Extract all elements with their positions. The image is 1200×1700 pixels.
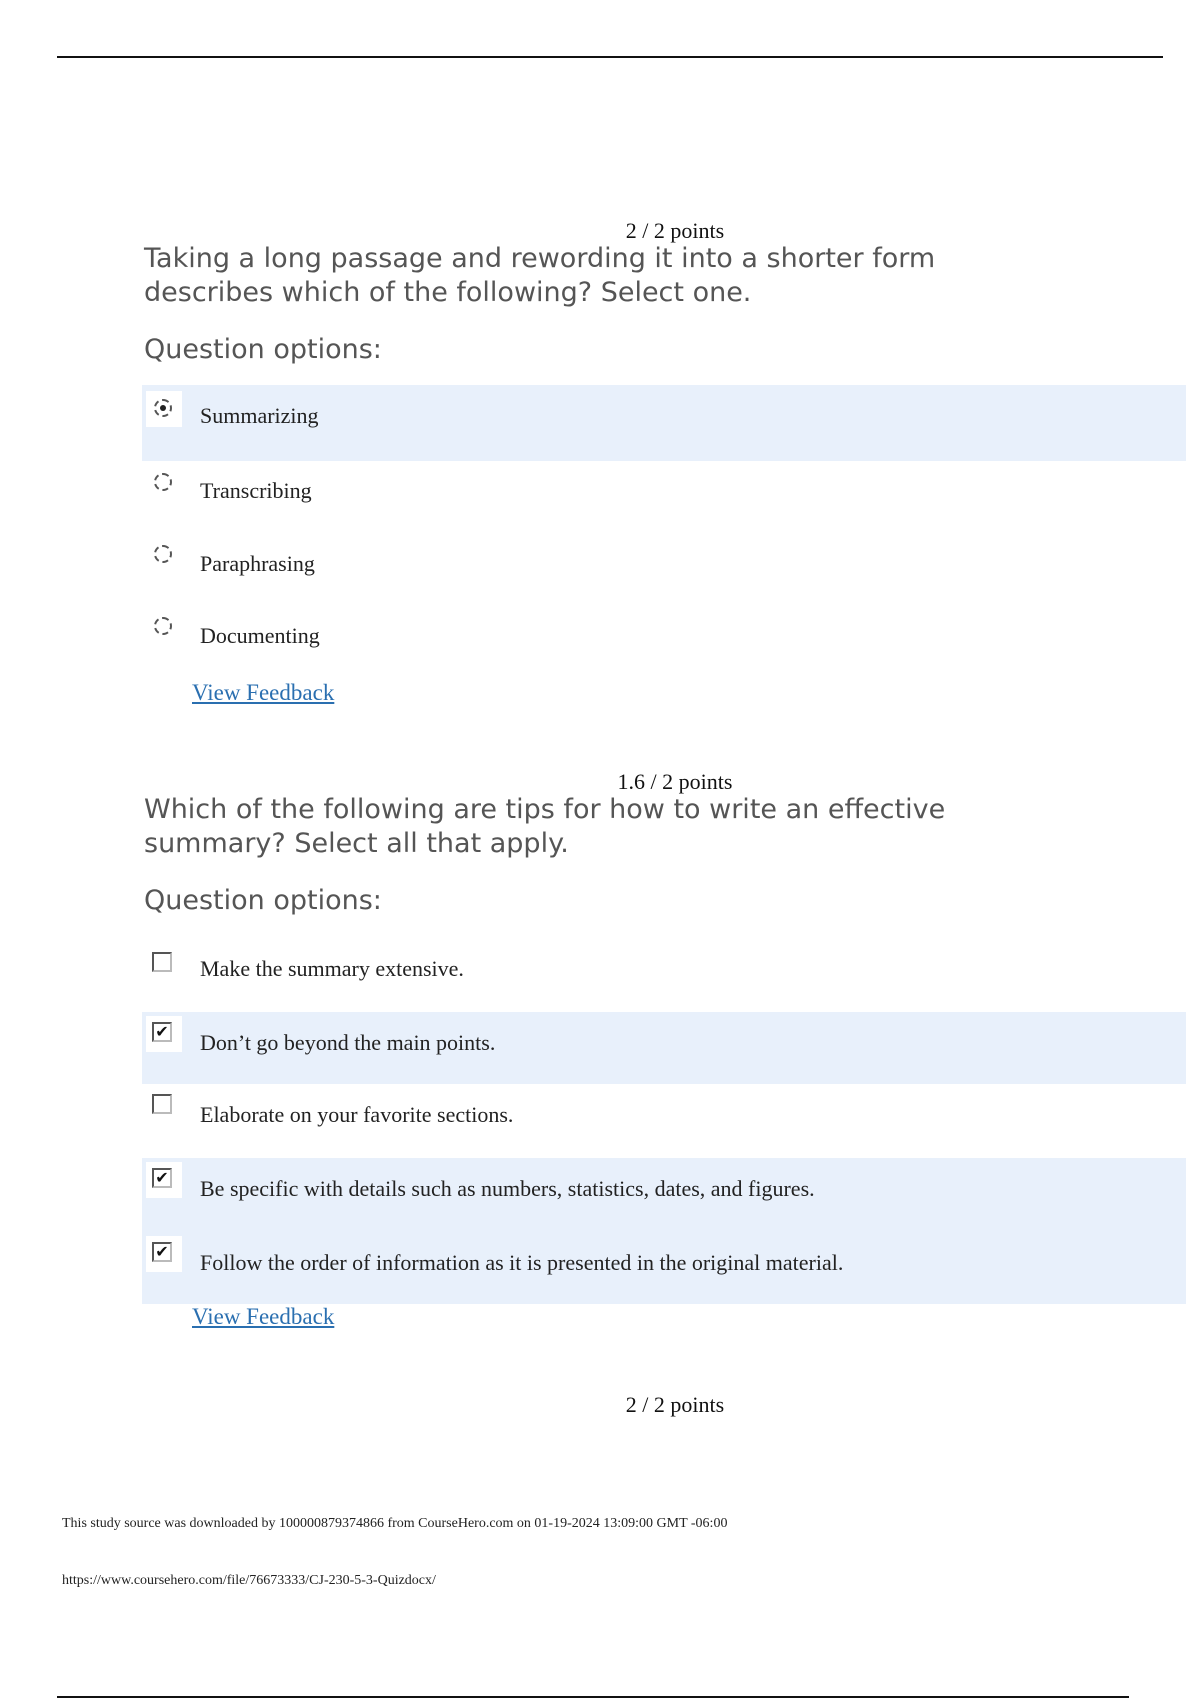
top-rule: [57, 56, 1163, 58]
question-2-points: 1.6 / 2 points: [617, 769, 733, 794]
option-label: Documenting: [200, 623, 320, 648]
question-2-options-label: Question options:: [144, 885, 382, 916]
option-row[interactable]: [142, 533, 1186, 605]
option-label: Paraphrasing: [200, 551, 315, 576]
radio-button[interactable]: [146, 465, 182, 501]
option-row[interactable]: [142, 1084, 1186, 1158]
checkmark-icon: ✔: [152, 1242, 172, 1262]
question-1-options-label: Question options:: [144, 334, 382, 365]
checkbox[interactable]: [146, 1088, 182, 1124]
question-1-text: Taking a long passage and rewording it into a shorter form describes which of the following? Select one.: [144, 243, 936, 308]
checkbox[interactable]: [146, 1016, 182, 1052]
radio-button[interactable]: [146, 537, 182, 573]
option-label: Transcribing: [200, 478, 312, 503]
source-url: https://www.coursehero.com/file/76673333/CJ-230-5-3-Quizdocx/: [62, 1573, 436, 1588]
option-label: Don’t go beyond the main points.: [200, 1030, 496, 1055]
option-row[interactable]: [142, 1232, 1186, 1304]
question-1-points: 2 / 2 points: [625, 218, 725, 243]
checkmark-icon: ✔: [152, 1022, 172, 1042]
option-row[interactable]: [142, 940, 1186, 1012]
question-2-text: Which of the following are tips for how to write an effective summary? Select all that apply.: [144, 794, 946, 859]
option-label: Elaborate on your favorite sections.: [200, 1102, 514, 1127]
option-row[interactable]: [142, 461, 1186, 533]
option-label: Make the summary extensive.: [200, 956, 464, 981]
checkmark-icon: ✔: [152, 1168, 172, 1188]
bottom-rule: [57, 1696, 1129, 1698]
radio-selected-dot-icon: [160, 405, 166, 411]
option-label: Summarizing: [200, 403, 319, 428]
radio-button[interactable]: [146, 609, 182, 645]
option-label: Follow the order of information as it is presented in the original material.: [200, 1250, 844, 1275]
view-feedback-link[interactable]: View Feedback: [192, 680, 335, 705]
option-row[interactable]: [142, 605, 1186, 677]
download-notice: This study source was downloaded by 100000879374866 from CourseHero.com on 01-19-2024 13:09:00 GMT -06:00: [62, 1516, 728, 1531]
option-row[interactable]: [142, 385, 1186, 461]
checkbox[interactable]: [146, 946, 182, 982]
option-row[interactable]: [142, 1012, 1186, 1084]
radio-button[interactable]: [146, 391, 182, 427]
option-label: Be specific with details such as numbers, statistics, dates, and figures.: [200, 1176, 815, 1201]
checkbox[interactable]: [146, 1236, 182, 1272]
option-row[interactable]: [142, 1158, 1186, 1232]
view-feedback-link[interactable]: View Feedback: [192, 1304, 335, 1329]
question-3-points: 2 / 2 points: [625, 1392, 725, 1417]
checkbox[interactable]: [146, 1162, 182, 1198]
